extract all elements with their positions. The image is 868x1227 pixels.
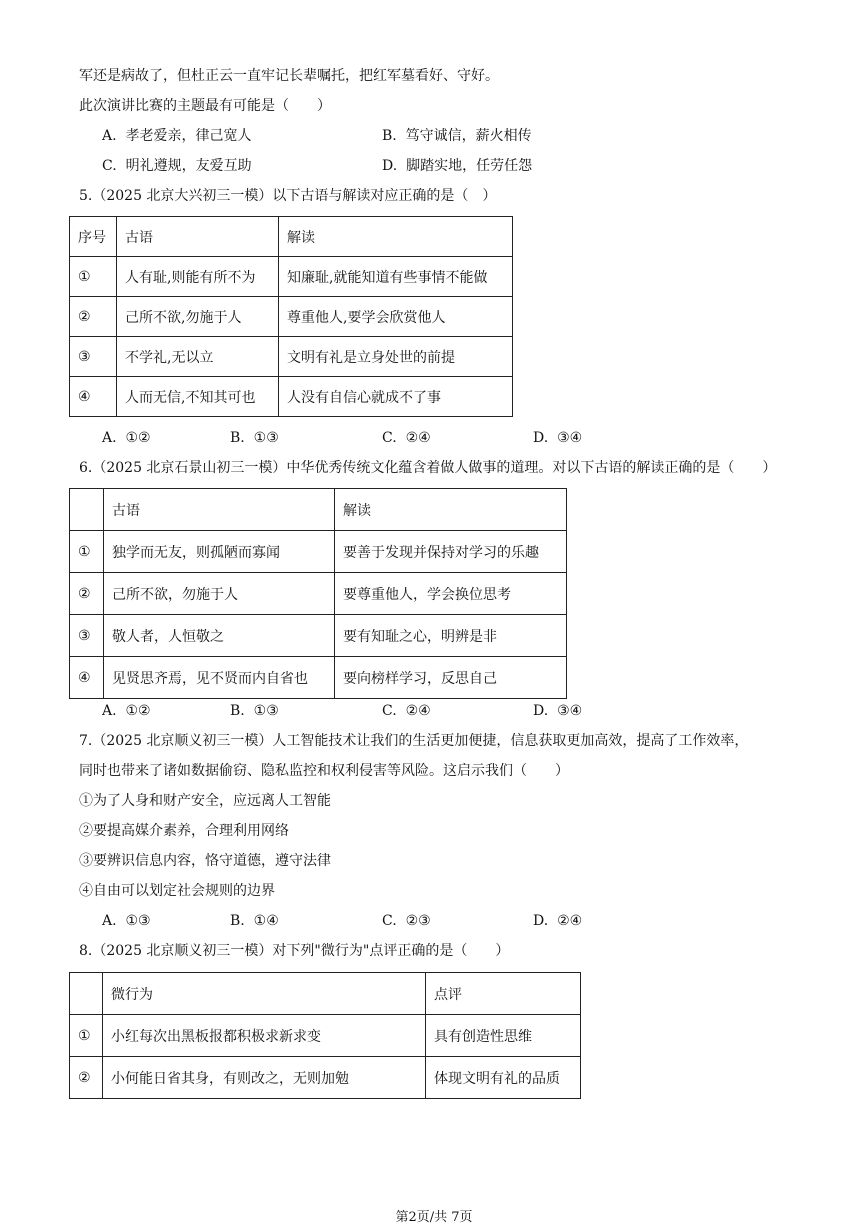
option-c: C. ②④	[382, 703, 431, 719]
table-header-cell: 古语	[117, 217, 279, 257]
option-d: D. ②④	[533, 913, 583, 929]
saying-cell: 人有耻,则能有所不为	[117, 257, 279, 297]
option-a: A. ①②	[102, 430, 151, 446]
passage-text-line: 军还是病故了，但杜正云一直牢记长辈嘱托，把红军墓看好、守好。	[79, 68, 499, 84]
saying-cell: 己所不欲，勿施于人	[104, 573, 335, 615]
behavior-cell: 小红每次出黑板报都积极求新求变	[103, 1015, 426, 1057]
statement-item: ③要辨识信息内容，恪守道德，遵守法律	[79, 853, 331, 869]
table-header-cell	[70, 489, 104, 531]
q8-table	[69, 972, 581, 1099]
interpretation-cell: 文明有礼是立身处世的前提	[279, 337, 513, 377]
saying-cell: 独学而无友，则孤陋而寡闻	[104, 531, 335, 573]
option-d: D. 脚踏实地，任劳任怨	[382, 158, 533, 174]
q6-stem: 6.（2025 北京石景山初三一模）中华优秀传统文化蕴含着做人做事的道理。对以下古语的解读正确的是（ ）	[79, 460, 777, 476]
table-row	[70, 257, 513, 297]
table-row	[70, 657, 567, 699]
q5-options	[102, 428, 802, 448]
behavior-cell: 小何能日省其身，有则改之，无则加勉	[103, 1057, 426, 1099]
comment-cell: 具有创造性思维	[426, 1015, 581, 1057]
q5-table	[69, 216, 513, 417]
row-number: ②	[70, 573, 104, 615]
q4-options-row-1	[102, 126, 802, 146]
interpretation-cell: 要尊重他人，学会换位思考	[335, 573, 567, 615]
table-row	[70, 377, 513, 417]
interpretation-cell: 要向榜样学习，反思自己	[335, 657, 567, 699]
q7-stem-line-1: 7.（2025 北京顺义初三一模）人工智能技术让我们的生活更加便捷，信息获取更加高效，提高了工作效率，	[79, 733, 749, 749]
q5-stem: 5.（2025 北京大兴初三一模）以下古语与解读对应正确的是（ ）	[79, 188, 497, 204]
saying-cell: 敬人者，人恒敬之	[104, 615, 335, 657]
row-number: ①	[70, 257, 117, 297]
saying-cell: 人而无信,不知其可也	[117, 377, 279, 417]
table-header-cell: 序号	[70, 217, 117, 257]
table-row	[70, 337, 513, 377]
comment-cell: 体现文明有礼的品质	[426, 1057, 581, 1099]
option-b: B. ①③	[230, 703, 279, 719]
table-row	[70, 615, 567, 657]
statement-item: ④自由可以划定社会规则的边界	[79, 883, 275, 899]
row-number: ①	[70, 531, 104, 573]
q7-stem-line-2: 同时也带来了诸如数据偷窃、隐私监控和权利侵害等风险。这启示我们（ ）	[79, 763, 569, 779]
table-row	[70, 573, 567, 615]
interpretation-cell: 要有知耻之心，明辨是非	[335, 615, 567, 657]
statement-item: ①为了人身和财产安全，应远离人工智能	[79, 793, 331, 809]
option-b: B. ①④	[230, 913, 279, 929]
row-number: ①	[70, 1015, 103, 1057]
table-header-cell: 点评	[426, 973, 581, 1015]
row-number: ③	[70, 615, 104, 657]
option-c: C. ②③	[382, 913, 431, 929]
option-a: A. ①②	[102, 703, 151, 719]
q6-table	[69, 488, 567, 699]
option-a: A. 孝老爱亲，律己宽人	[102, 128, 252, 144]
saying-cell: 己所不欲,勿施于人	[117, 297, 279, 337]
table-row	[70, 1057, 581, 1099]
table-header-cell: 解读	[279, 217, 513, 257]
table-header-cell: 解读	[335, 489, 567, 531]
q4-options-row-2	[102, 156, 802, 176]
q8-stem: 8.（2025 北京顺义初三一模）对下列"微行为"点评正确的是（ ）	[79, 943, 510, 959]
row-number: ②	[70, 1057, 103, 1099]
table-row	[70, 297, 513, 337]
option-b: B. ①③	[230, 430, 279, 446]
option-a: A. ①③	[102, 913, 151, 929]
q6-options	[102, 701, 802, 721]
option-d: D. ③④	[533, 430, 583, 446]
page-number: 第2页/共 7页	[395, 1210, 473, 1225]
row-number: ③	[70, 337, 117, 377]
table-row	[70, 1015, 581, 1057]
table-header-row	[70, 489, 567, 531]
row-number: ④	[70, 657, 104, 699]
interpretation-cell: 尊重他人,要学会欣赏他人	[279, 297, 513, 337]
option-c: C. ②④	[382, 430, 431, 446]
table-header-cell: 微行为	[103, 973, 426, 1015]
statement-item: ②要提高媒介素养，合理利用网络	[79, 823, 289, 839]
interpretation-cell: 知廉耻,就能知道有些事情不能做	[279, 257, 513, 297]
q7-options	[102, 911, 802, 931]
table-row	[70, 531, 567, 573]
saying-cell: 见贤思齐焉，见不贤而内自省也	[104, 657, 335, 699]
row-number: ④	[70, 377, 117, 417]
option-b: B. 笃守诚信，薪火相传	[382, 128, 532, 144]
option-c: C. 明礼遵规，友爱互助	[102, 158, 252, 174]
option-d: D. ③④	[533, 703, 583, 719]
table-header-cell: 古语	[104, 489, 335, 531]
interpretation-cell: 要善于发现并保持对学习的乐趣	[335, 531, 567, 573]
table-header-row	[70, 973, 581, 1015]
table-header-cell	[70, 973, 103, 1015]
row-number: ②	[70, 297, 117, 337]
interpretation-cell: 人没有自信心就成不了事	[279, 377, 513, 417]
table-header-row	[70, 217, 513, 257]
saying-cell: 不学礼,无以立	[117, 337, 279, 377]
question-stem: 此次演讲比赛的主题最有可能是（ ）	[79, 98, 331, 114]
